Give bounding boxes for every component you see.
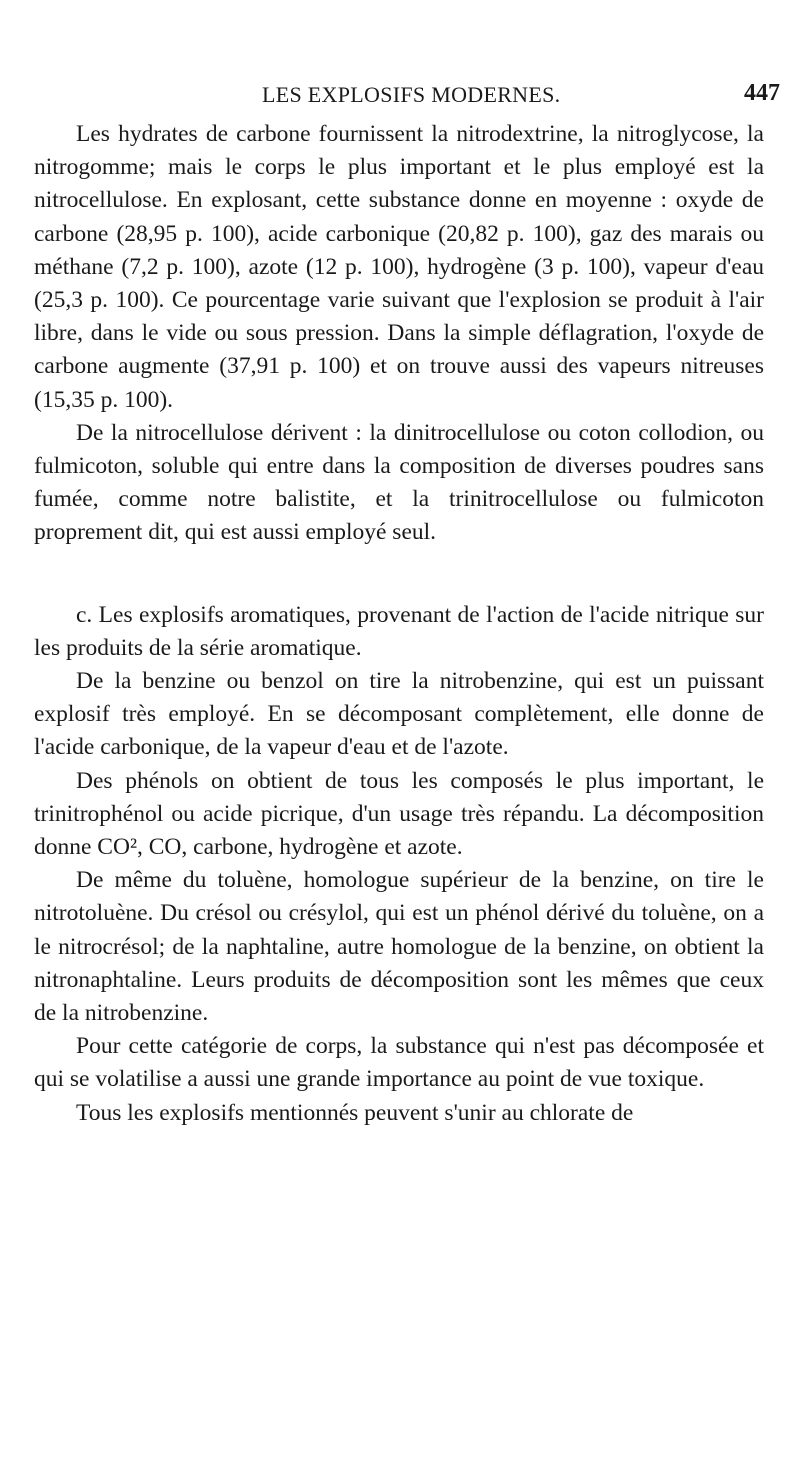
running-title: LES EXPLOSIFS MODERNES. bbox=[262, 82, 561, 107]
paragraph-toxic: Pour cette catégorie de corps, la substance qui n'est pas décomposée et qui se volatilise a aussi une grande importance au point de vue toxique. bbox=[34, 1033, 764, 1093]
paragraph-aromatic-heading: c. Les explosifs aromatiques, provenant de l'action de l'acide nitrique sur les produits de la série aromatique. bbox=[34, 601, 764, 661]
section-gap bbox=[34, 550, 764, 599]
paragraph-phenols: Des phénols on obtient de tous les composés le plus important, le trinitrophénol ou acide picrique, d'un usage très répandu. La décomposition donne CO², CO, carbone, hydrogène et azote. bbox=[34, 767, 764, 861]
page-number: 447 bbox=[744, 80, 780, 106]
paragraph-toluene: De même du toluène, homologue supérieur de la benzine, on tire le nitrotoluène. Du crésol ou crésylol, qui est un phénol dérivé du toluène, on a le nitrocrésol; de la naphtaline, autre homologue de la benzine, on obtient la nitronaphtaline. Leurs produits de décomposition sont les mêmes que ceux de la nitrobenzine. bbox=[34, 867, 764, 1027]
text-body bbox=[34, 118, 764, 1130]
paragraph-derivatives: De la nitrocellulose dérivent : la dinitrocellulose ou coton collodion, ou fulmicoton, soluble qui entre dans la composition de diverses poudres sans fumée, comme notre balistite, et la trinitrocellulose ou fulmicoton proprement dit, qui est aussi employé seul. bbox=[34, 419, 764, 546]
paragraph-nitrocellulose: Les hydrates de carbone fournissent la nitrodextrine, la nitroglycose, la nitrogomme; mais le corps le plus important et le plus employé est la nitrocellulose. En explosant, cette substance donne en moyenne : oxyde de carbone (28,95 p. 100), acide carbonique (20,82 p. 100), gaz des marais ou méthane (7,2 p. 100), azote (12 p. 100), hydrogène (3 p. 100), vapeur d'eau (25,3 p. 100). Ce pourcentage varie suivant que l'explosion se produit à l'air libre, dans le vide ou sous pression. Dans la simple déflagration, l'oxyde de carbone augmente (37,91 p. 100) et on trouve aussi des vapeurs nitreuses (15,35 p. 100). bbox=[34, 121, 764, 413]
running-head bbox=[0, 78, 800, 112]
paragraph-benzine: De la benzine ou benzol on tire la nitrobenzine, qui est un puissant explosif très employé. En se décomposant complètement, elle donne de l'acide carbonique, de la vapeur d'eau et de l'azote. bbox=[34, 668, 764, 761]
paragraph-chlorate: Tous les explosifs mentionnés peuvent s'unir au chlorate de bbox=[76, 1099, 634, 1126]
